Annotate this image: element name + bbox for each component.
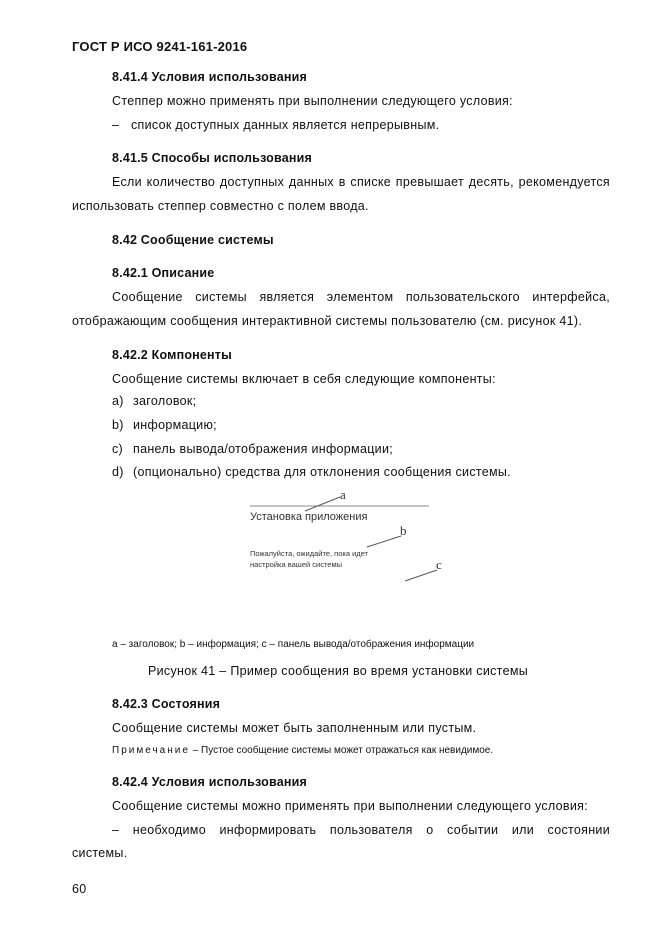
paragraph: Сообщение системы включает в себя следующие компоненты:: [112, 372, 496, 386]
list-label: c): [112, 442, 124, 456]
callout-b: b: [400, 523, 407, 538]
document-header: ГОСТ Р ИСО 9241-161-2016: [72, 39, 248, 54]
figure-legend: a – заголовок; b – информация; c – панель вывода/отображения информации: [112, 639, 475, 650]
paragraph: Сообщение системы может быть заполненным или пустым.: [112, 721, 477, 735]
section-heading: 8.42.1 Описание: [112, 266, 215, 280]
paragraph-line: отображающим сообщения интерактивной системы пользователю (см. рисунок 41).: [72, 314, 583, 328]
section-heading: 8.41.5 Способы использования: [112, 151, 313, 165]
section-heading: 8.41.4 Условия использования: [112, 70, 307, 84]
list-dash: –: [112, 118, 120, 132]
section-heading: 8.42.2 Компоненты: [112, 348, 233, 362]
paragraph-line: Если количество доступных данных в списке превышает десять, рекомендуется: [112, 175, 610, 189]
message-info: Пожалуйста, ожидайте, пока идет: [250, 549, 368, 558]
section-heading: 8.42.3 Состояния: [112, 697, 221, 711]
paragraph: Сообщение системы можно применять при выполнении следующего условия:: [112, 799, 588, 813]
paragraph: Степпер можно применять при выполнении следующего условия:: [112, 94, 513, 108]
note-text: – Пустое сообщение системы может отражаться как невидимое.: [189, 745, 494, 756]
callout-a: a: [340, 487, 346, 502]
note-label: Примечание: [112, 745, 190, 756]
paragraph-line: использовать степпер совместно с полем ввода.: [72, 199, 369, 213]
list-item: список доступных данных является непрерывным.: [131, 118, 440, 132]
message-title: Установка приложения: [250, 511, 368, 523]
list-label: a): [112, 394, 124, 408]
list-item: панель вывода/отображения информации;: [133, 442, 393, 456]
paragraph-line: Сообщение системы является элементом пользовательского интерфейса,: [112, 290, 610, 304]
paragraph-line: системы.: [72, 846, 128, 860]
list-item: (опционально) средства для отклонения сообщения системы.: [133, 465, 511, 479]
page-number: 60: [72, 882, 87, 896]
figure-caption: Рисунок 41 – Пример сообщения во время установки системы: [148, 664, 529, 678]
list-label: b): [112, 418, 124, 432]
paragraph-line: – необходимо информировать пользователя о событии или состоянии: [112, 823, 610, 837]
section-heading: 8.42 Сообщение системы: [112, 233, 274, 247]
list-item: информацию;: [133, 418, 217, 432]
list-label: d): [112, 465, 124, 479]
note: [112, 743, 493, 759]
section-heading: 8.42.4 Условия использования: [112, 775, 307, 789]
message-info: настройка вашей системы: [250, 560, 343, 569]
figure-41: [225, 485, 465, 595]
list-item: заголовок;: [133, 394, 197, 408]
callout-c: c: [436, 557, 442, 572]
